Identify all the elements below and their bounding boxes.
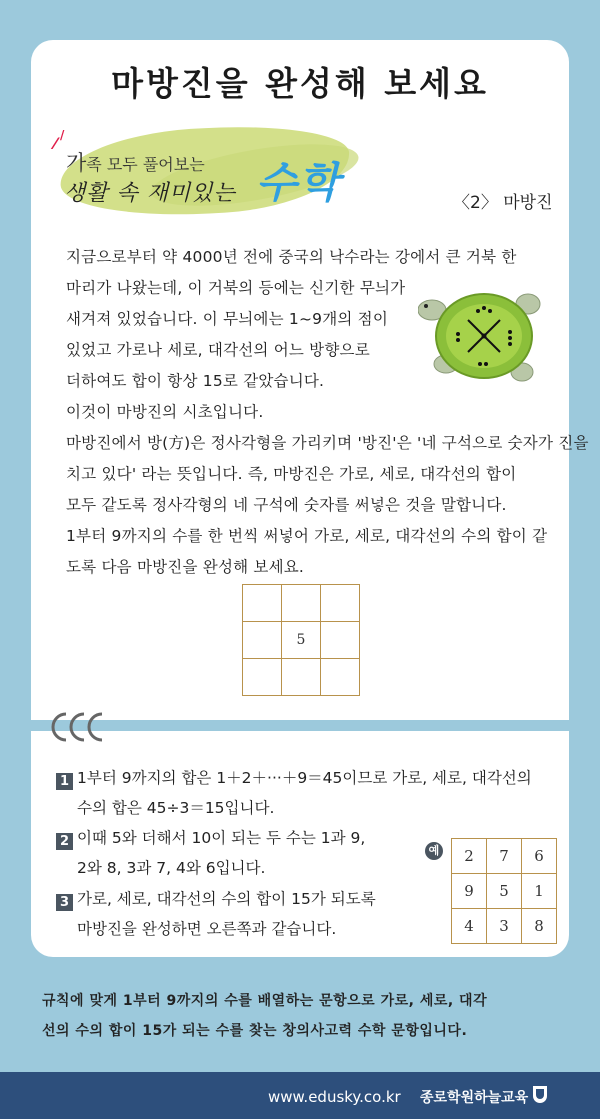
brand-line-1-rest: 족 모두 풀어보는 bbox=[86, 155, 205, 174]
answer-cell: 8 bbox=[522, 909, 557, 944]
footer-note-line: 선의 수의 합이 15가 되는 수를 찾는 창의사고력 수학 문항입니다. bbox=[42, 1023, 468, 1039]
step-text: 이때 5와 더해서 10이 되는 두 수는 1과 9, bbox=[77, 829, 366, 847]
puzzle-cell-center: 5 bbox=[282, 622, 321, 659]
example-badge: 예 bbox=[425, 842, 443, 860]
org-name: 종로학원하늘교육 bbox=[420, 1090, 529, 1106]
answer-cell: 5 bbox=[487, 874, 522, 909]
intro-line: 지금으로부터 약 4000년 전에 중국의 낙수라는 강에서 큰 거북 한 bbox=[66, 248, 517, 266]
solution-step-1 bbox=[56, 766, 532, 790]
puzzle-cell[interactable] bbox=[243, 622, 282, 659]
answer-cell: 9 bbox=[452, 874, 487, 909]
puzzle-cell[interactable] bbox=[243, 585, 282, 622]
intro-line: 도록 다음 마방진을 완성해 보세요. bbox=[66, 558, 305, 576]
intro-line: 치고 있다' 라는 뜻입니다. 즉, 마방진은 가로, 세로, 대각선의 합이 bbox=[66, 465, 517, 483]
intro-line: 모두 같도록 정사각형의 네 구석에 숫자를 써넣은 것을 말합니다. bbox=[66, 496, 507, 514]
spark-icon: ⁄ bbox=[54, 134, 57, 153]
brand-line-1-initial: 가 bbox=[66, 151, 87, 175]
puzzle-cell[interactable] bbox=[282, 585, 321, 622]
intro-line: 더하여도 합이 항상 15로 같았습니다. bbox=[66, 372, 325, 390]
puzzle-cell[interactable] bbox=[321, 585, 360, 622]
answer-cell: 2 bbox=[452, 839, 487, 874]
solution-step-1-cont: 수의 합은 45÷3＝15입니다. bbox=[77, 799, 275, 817]
puzzle-grid bbox=[242, 584, 360, 696]
binder-rings-icon bbox=[50, 708, 120, 746]
puzzle-cell[interactable] bbox=[321, 659, 360, 696]
brand-line-1 bbox=[66, 147, 205, 177]
page-title: 마방진을 완성해 보세요 bbox=[111, 64, 489, 103]
step-number-badge: 2 bbox=[56, 833, 73, 850]
step-text: 가로, 세로, 대각선의 수의 합이 15가 되도록 bbox=[77, 890, 376, 908]
answer-cell: 4 bbox=[452, 909, 487, 944]
answer-cell: 3 bbox=[487, 909, 522, 944]
intro-line: 이것이 마방진의 시초입니다. bbox=[66, 403, 264, 421]
intro-line: 있었고 가로나 세로, 대각선의 어느 방향으로 bbox=[66, 341, 370, 359]
intro-line: 마방진에서 방(方)은 정사각형을 가리키며 '방진'은 '네 구석으로 숫자가 진을 bbox=[66, 434, 589, 452]
intro-line: 1부터 9까지의 수를 한 번씩 써넣어 가로, 세로, 대각선의 수의 합이 같 bbox=[66, 527, 548, 545]
brand-math-word: 수학 bbox=[256, 158, 342, 207]
solution-step-2-cont: 2와 8, 3과 7, 4와 6입니다. bbox=[77, 859, 266, 877]
step-number-badge: 1 bbox=[56, 773, 73, 790]
intro-line: 마리가 나왔는데, 이 거북의 등에는 신기한 무늬가 bbox=[66, 279, 406, 297]
solution-step-2 bbox=[56, 826, 365, 850]
footer-note-line: 규칙에 맞게 1부터 9까지의 수를 배열하는 문항으로 가로, 세로, 대각 bbox=[42, 993, 488, 1009]
answer-cell: 1 bbox=[522, 874, 557, 909]
solution-step-3 bbox=[56, 887, 376, 911]
puzzle-cell[interactable] bbox=[282, 659, 321, 696]
answer-grid bbox=[451, 838, 557, 944]
brand-line-2: 생활 속 재미있는 bbox=[64, 181, 236, 206]
org-logo-icon bbox=[531, 1084, 549, 1106]
puzzle-cell[interactable] bbox=[243, 659, 282, 696]
spark-icon-2: / bbox=[60, 128, 65, 142]
section-subtitle: 〈2〉 마방진 bbox=[453, 193, 553, 213]
website-link[interactable]: www.edusky.co.kr bbox=[268, 1088, 401, 1106]
step-number-badge: 3 bbox=[56, 894, 73, 911]
answer-cell: 7 bbox=[487, 839, 522, 874]
answer-cell: 6 bbox=[522, 839, 557, 874]
puzzle-cell[interactable] bbox=[321, 622, 360, 659]
solution-step-3-cont: 마방진을 완성하면 오른쪽과 같습니다. bbox=[77, 920, 337, 938]
step-text: 1부터 9까지의 합은 1＋2＋···＋9＝45이므로 가로, 세로, 대각선의 bbox=[77, 769, 532, 787]
turtle-illustration bbox=[418, 276, 544, 386]
intro-line: 새겨져 있었습니다. 이 무늬에는 1~9개의 점이 bbox=[66, 310, 389, 328]
